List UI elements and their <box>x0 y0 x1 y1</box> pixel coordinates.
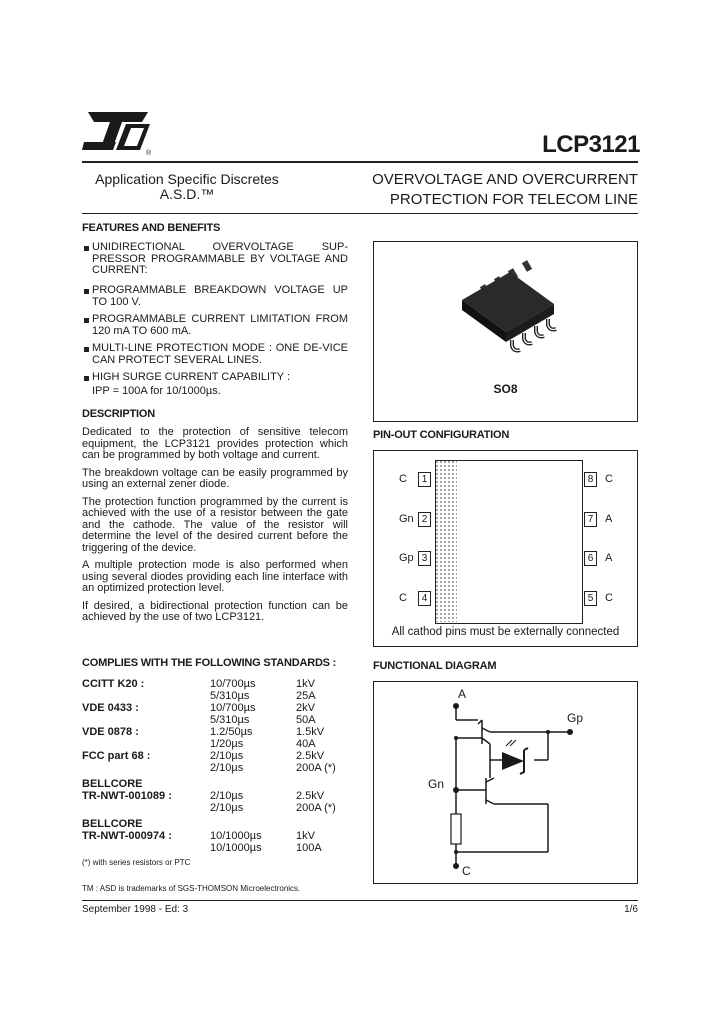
feature-item-3: PROGRAMMABLE CURRENT LIMITATION FROM 120 mA TO 600 mA. <box>92 313 348 337</box>
standard-name: CCITT K20 : <box>82 678 145 690</box>
description-paragraph: If desired, a bidirectional protection function can be achieved by the use of two LCP3121. <box>82 599 348 623</box>
terminal-label-a: A <box>458 687 467 701</box>
package-box <box>373 241 638 422</box>
standards-note: (*) with series resistors or PTC <box>82 858 191 867</box>
pin-number-1: 1 <box>418 472 431 487</box>
pin-number-8: 8 <box>584 472 597 487</box>
description-paragraph: Dedicated to the protection of sensitive telecom equipment, the LCP3121 provides protection which can be programmed by both voltage and current. <box>82 426 348 461</box>
pin-number-3: 3 <box>418 551 431 566</box>
standard-name: VDE 0878 : <box>82 726 139 738</box>
pin-label-1: C <box>399 473 407 485</box>
feature-bullet <box>84 318 89 323</box>
pin-number-2: 2 <box>418 512 431 527</box>
subheader-rule <box>82 213 638 214</box>
standard-name: VDE 0433 : <box>82 702 139 714</box>
feature-bullet <box>84 376 89 381</box>
standard-waveform: 1/20µs <box>210 738 244 750</box>
description-paragraph: The protection function programmed by the current is achieved with the use of a resistor between the gate and the cathode. The value of the resistor will determine the level of the desired current before the triggering of the device. <box>82 495 348 554</box>
standard-waveform: 2/10µs <box>210 750 244 762</box>
standard-value: 1kV <box>296 678 315 690</box>
st-logo <box>82 108 154 156</box>
category-line-1: Application Specific Discretes <box>95 171 279 187</box>
title-line-1: OVERVOLTAGE AND OVERCURRENT <box>372 171 638 188</box>
standard-name: BELLCORE <box>82 778 143 790</box>
title-line-2: PROTECTION FOR TELECOM LINE <box>389 191 638 208</box>
standard-name: TR-NWT-000974 : <box>82 830 172 842</box>
feature-bullet <box>84 246 89 251</box>
feature-bullet <box>84 289 89 294</box>
standard-waveform: 2/10µs <box>210 762 244 774</box>
standard-value: 2.5kV <box>296 790 325 802</box>
standard-name: TR-NWT-001089 : <box>82 790 172 802</box>
description-title: DESCRIPTION <box>82 408 155 420</box>
pin-number-5: 5 <box>584 591 597 606</box>
feature-item-4: MULTI-LINE PROTECTION MODE : ONE DE-VICE CAN PROTECT SEVERAL LINES. <box>92 342 348 366</box>
standard-waveform: 2/10µs <box>210 802 244 814</box>
feature-surge-line: IPP = 100A for 10/1000µs. <box>92 385 221 397</box>
standard-waveform: 10/1000µs <box>210 842 262 854</box>
standard-waveform: 10/1000µs <box>210 830 262 842</box>
standard-value: 1kV <box>296 830 315 842</box>
standards-title: COMPLIES WITH THE FOLLOWING STANDARDS : <box>82 657 337 669</box>
pin-label-5: C <box>605 592 613 604</box>
standard-value: 200A (*) <box>296 802 336 814</box>
svg-text:®: ® <box>146 150 152 156</box>
so8-package-image <box>374 242 637 382</box>
standard-name: BELLCORE <box>82 818 143 830</box>
package-label: SO8 <box>493 382 518 396</box>
functional-diagram <box>374 682 637 883</box>
trademark-note: TM : ASD is trademarks of SGS-THOMSON Microelectronics. <box>82 884 301 893</box>
feature-bullet <box>84 347 89 352</box>
feature-item-5: HIGH SURGE CURRENT CAPABILITY : <box>92 371 291 383</box>
feature-item-2: PROGRAMMABLE BREAKDOWN VOLTAGE UP TO 100 V. <box>92 284 348 308</box>
features-title: FEATURES AND BENEFITS <box>82 222 221 234</box>
page-number: 1/6 <box>624 904 638 915</box>
functional-box <box>373 681 638 884</box>
pinout-title: PIN-OUT CONFIGURATION <box>373 429 510 441</box>
feature-item-1: UNIDIRECTIONAL OVERVOLTAGE SUP-PRESSOR PROGRAMMABLE BY VOLTAGE AND CURRENT: <box>92 241 348 276</box>
standard-waveform: 5/310µs <box>210 690 250 702</box>
standard-value: 100A <box>296 842 322 854</box>
standard-value: 200A (*) <box>296 762 336 774</box>
pin-number-7: 7 <box>584 512 597 527</box>
functional-title: FUNCTIONAL DIAGRAM <box>373 660 497 672</box>
pinout-box <box>373 450 638 647</box>
pin-label-7: A <box>605 513 613 525</box>
pin-number-6: 6 <box>584 551 597 566</box>
standard-name: FCC part 68 : <box>82 750 151 762</box>
standard-value: 50A <box>296 714 316 726</box>
description-paragraph: The breakdown voltage can be easily programmed by using an external zener diode. <box>82 466 348 490</box>
category-line-2: A.S.D.™ <box>159 186 215 202</box>
standard-value: 25A <box>296 690 316 702</box>
footer-date: September 1998 - Ed: 3 <box>82 904 189 915</box>
standard-waveform: 5/310µs <box>210 714 250 726</box>
terminal-label-c: C <box>462 864 471 878</box>
standard-value: 40A <box>296 738 316 750</box>
description-body <box>82 427 348 630</box>
pin-label-3: Gp <box>399 552 414 564</box>
footer-rule <box>82 900 638 901</box>
standard-waveform: 10/700µs <box>210 702 256 714</box>
ic-body <box>435 460 583 624</box>
terminal-label-gn: Gn <box>428 777 445 791</box>
ic-die-pattern <box>435 460 457 622</box>
description-paragraph: A multiple protection mode is also performed when using several diodes providing each line interface with an optimized protection level. <box>82 559 348 594</box>
standard-value: 1.5kV <box>296 726 325 738</box>
terminal-label-gp: Gp <box>567 711 584 725</box>
pin-label-6: A <box>605 552 613 564</box>
standard-waveform: 2/10µs <box>210 790 244 802</box>
pin-label-4: C <box>399 592 407 604</box>
standards-table <box>82 678 348 854</box>
part-number: LCP3121 <box>542 131 640 158</box>
pin-label-2: Gn <box>399 513 414 525</box>
standard-waveform: 10/700µs <box>210 678 256 690</box>
pin-label-8: C <box>605 473 613 485</box>
standard-value: 2kV <box>296 702 315 714</box>
pinout-caption: All cathod pins must be externally connected <box>391 626 620 638</box>
pin-number-4: 4 <box>418 591 431 606</box>
standard-waveform: 1.2/50µs <box>210 726 253 738</box>
header-rule <box>82 161 638 163</box>
standard-value: 2.5kV <box>296 750 325 762</box>
